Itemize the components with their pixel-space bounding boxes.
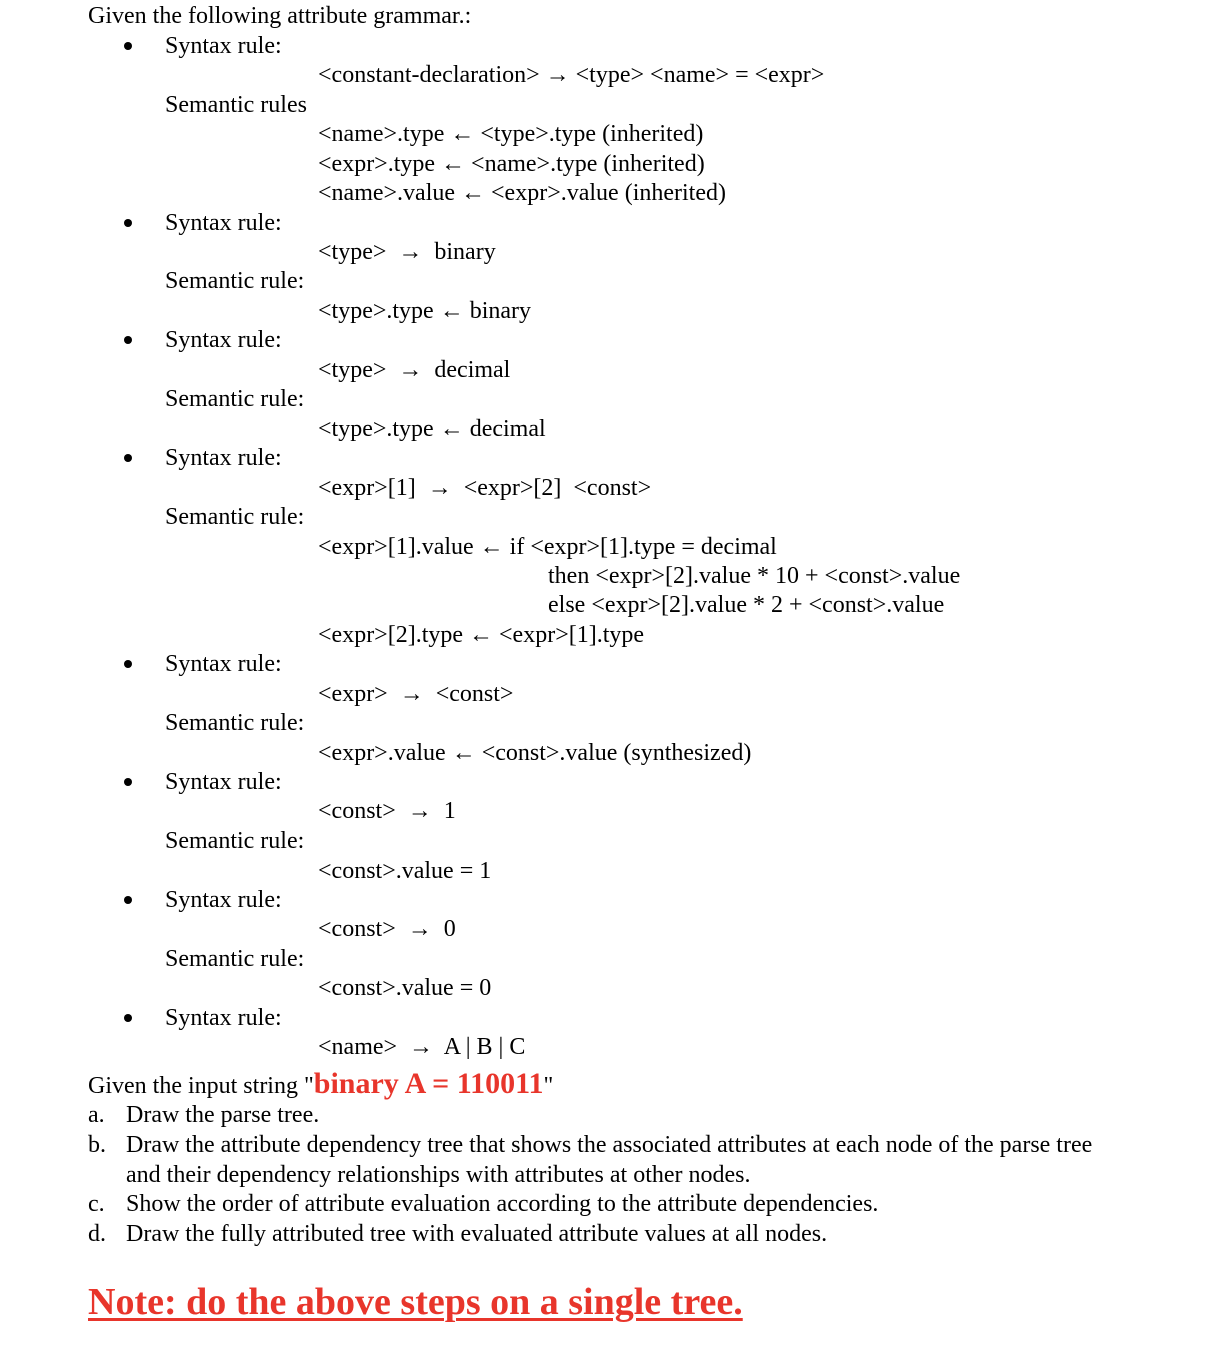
intro-text: Given the following attribute grammar.: xyxy=(88,3,472,29)
bullet xyxy=(124,778,132,786)
semantic-rule: <expr>[1].value ← if <expr>[1].type = decimal xyxy=(318,534,777,560)
task-letter: c. xyxy=(88,1191,105,1217)
semantic-label: Semantic rule: xyxy=(165,386,305,412)
syntax-rule: <expr>[1] → <expr>[2] <const> xyxy=(318,475,652,501)
task-text: Draw the fully attributed tree with evaluated attribute values at all nodes. xyxy=(126,1221,828,1247)
note-text: Note: do the above steps on a single tree. xyxy=(88,1281,743,1323)
bullet xyxy=(124,219,132,227)
bullet xyxy=(124,454,132,462)
bullet xyxy=(124,660,132,668)
semantic-rule: <const>.value = 1 xyxy=(318,858,492,884)
input-line xyxy=(88,1066,553,1104)
semantic-rule: <expr>.value ← <const>.value (synthesized) xyxy=(318,740,752,766)
input-string: binary A = 110011 xyxy=(313,1067,544,1100)
syntax-label: Syntax rule: xyxy=(165,651,282,677)
task-letter: d. xyxy=(88,1221,106,1247)
syntax-label: Syntax rule: xyxy=(165,33,282,59)
syntax-label: Syntax rule: xyxy=(165,1005,282,1031)
semantic-rule: <const>.value = 0 xyxy=(318,975,492,1001)
semantic-rule: <expr>[2].type ← <expr>[1].type xyxy=(318,622,645,648)
syntax-rule: <type> → binary xyxy=(318,239,496,265)
task-letter: a. xyxy=(88,1102,105,1128)
bullet xyxy=(124,336,132,344)
syntax-label: Syntax rule: xyxy=(165,445,282,471)
syntax-rule: <type> → decimal xyxy=(318,357,511,383)
syntax-rule: <name> → A | B | C xyxy=(318,1034,526,1060)
syntax-label: Syntax rule: xyxy=(165,210,282,236)
semantic-rule: <type>.type ← decimal xyxy=(318,416,546,442)
bullet xyxy=(124,896,132,904)
semantic-label: Semantic rule: xyxy=(165,504,305,530)
task-text: Draw the attribute dependency tree that shows the associated attributes at each node of the parse tree xyxy=(126,1132,1093,1158)
input-suffix: " xyxy=(543,1073,554,1099)
semantic-rule: <type>.type ← binary xyxy=(318,298,532,324)
semantic-label: Semantic rules xyxy=(165,92,307,118)
semantic-label: Semantic rule: xyxy=(165,828,305,854)
semantic-label: Semantic rule: xyxy=(165,946,305,972)
semantic-label: Semantic rule: xyxy=(165,268,305,294)
semantic-label: Semantic rule: xyxy=(165,710,305,736)
semantic-rule: then <expr>[2].value * 10 + <const>.value xyxy=(548,563,961,589)
bullet xyxy=(124,1014,132,1022)
semantic-rule: <name>.value ← <expr>.value (inherited) xyxy=(318,180,726,206)
syntax-label: Syntax rule: xyxy=(165,887,282,913)
task-text: and their dependency relationships with attributes at other nodes. xyxy=(126,1162,751,1188)
syntax-rule: <constant-declaration> → <type> <name> = <expr> xyxy=(318,62,825,88)
bullet xyxy=(124,42,132,50)
syntax-rule: <const> → 1 xyxy=(318,798,456,824)
task-letter: b. xyxy=(88,1132,106,1158)
task-text: Show the order of attribute evaluation according to the attribute dependencies. xyxy=(126,1191,879,1217)
semantic-rule: <expr>.type ← <name>.type (inherited) xyxy=(318,151,705,177)
syntax-label: Syntax rule: xyxy=(165,769,282,795)
semantic-rule: <name>.type ← <type>.type (inherited) xyxy=(318,121,704,147)
semantic-rule: else <expr>[2].value * 2 + <const>.value xyxy=(548,592,945,618)
task-text: Draw the parse tree. xyxy=(126,1102,320,1128)
syntax-rule: <expr> → <const> xyxy=(318,681,514,707)
syntax-label: Syntax rule: xyxy=(165,327,282,353)
input-prefix: Given the input string " xyxy=(88,1073,314,1099)
syntax-rule: <const> → 0 xyxy=(318,916,456,942)
